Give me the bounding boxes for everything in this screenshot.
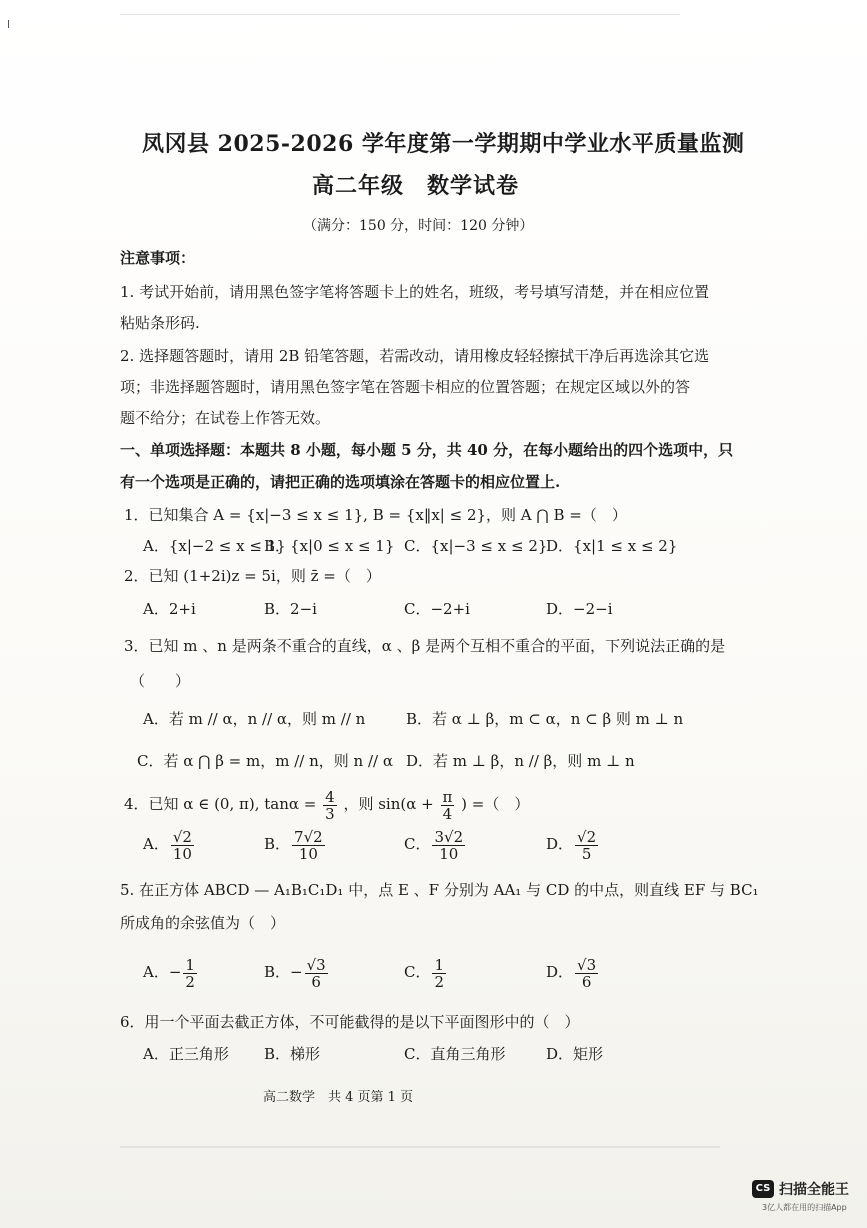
scan-shadow-top [120, 14, 680, 15]
exam-title: 凤冈县 2025-2026 学年度第一学期期中学业水平质量监测 [142, 131, 745, 157]
q4-stem-mid: ，则 sin(α + [343, 795, 434, 813]
q6-option-a: A．正三角形 [143, 1045, 229, 1063]
q1-stem: 1．已知集合 A = {x|−3 ≤ x ≤ 1}, B = {x‖x| ≤ 2}，则 A ⋂ B =（ ） [124, 506, 627, 524]
q5-option-d: D． $\frac{√3}{6}$ [546, 955, 597, 991]
q2-option-b: B．2−i [264, 600, 317, 618]
q5-option-b: B．− $\frac{√3}{6}$ [264, 955, 326, 991]
q2-stem: 2．已知 (1+2i)z = 5i，则 z̄ =（ ） [124, 567, 381, 585]
q3-option-a: A．若 m // α，n // α，则 m // n [143, 710, 366, 728]
q1-option-b: B．{x|0 ≤ x ≤ 1} [264, 537, 395, 555]
camscanner-logo-icon: CS [752, 1180, 774, 1198]
q5-line2: 所成角的余弦值为（ ） [120, 914, 286, 932]
q3-stem: 3．已知 m 、n 是两条不重合的直线，α 、β 是两个互相不重合的平面，下列说法正确的是 [124, 637, 726, 655]
q6-stem: 6．用一个平面去截正方体，不可能截得的是以下平面图形中的（ ） [120, 1013, 580, 1031]
q4-pi-fraction: $\frac{\pi}{4}$ [442, 787, 453, 823]
q6-option-b: B．梯形 [264, 1045, 321, 1063]
q3-option-d: D．若 m ⊥ β，n // β，则 m ⊥ n [406, 752, 635, 770]
q4-stem-pre: 4．已知 α ∈ (0, π), tanα = [124, 795, 317, 813]
section1-line1: 一、单项选择题：本题共 8 小题，每小题 5 分，共 40 分，在每小题给出的四个选项中，只 [120, 441, 734, 459]
section1-line2: 有一个选项是正确的，请把正确的选项填涂在答题卡的相应位置上. [120, 473, 561, 491]
q5-option-c: C． $\frac{1}{2}$ [404, 955, 445, 991]
camscanner-name: 扫描全能王 [779, 1182, 849, 1198]
q4-option-c: C． $\frac{3√2}{10}$ [404, 827, 464, 863]
q2-option-a: A．2+i [143, 600, 196, 618]
exam-info: （满分：150 分，时间：120 分钟） [303, 218, 534, 234]
q4-option-d: D． $\frac{√2}{5}$ [546, 827, 597, 863]
q6-option-d: D．矩形 [546, 1045, 604, 1063]
q2-option-d: D．−2−i [546, 600, 613, 618]
notice-item1-line2: 粘贴条形码. [120, 314, 200, 332]
q3-option-b: B．若 α ⊥ β，m ⊂ α，n ⊂ β 则 m ⊥ n [406, 710, 684, 728]
q4-stem-post: ) =（ ） [461, 795, 530, 813]
exam-subtitle: 高二年级 数学试卷 [312, 173, 520, 199]
scan-mark [8, 20, 9, 28]
q1-option-a: A．{x|−2 ≤ x ≤ 1} [143, 537, 286, 555]
q3-blank: （ ） [130, 672, 191, 690]
notice-heading: 注意事项： [120, 249, 196, 267]
camscanner-tagline: 3亿人都在用的扫描App [762, 1203, 847, 1212]
notice-item1-line1: 1. 考试开始前，请用黑色签字笔将答题卡上的姓名，班级，考号填写清楚，并在相应位置 [120, 283, 710, 301]
page-footer: 高二数学 共 4 页第 1 页 [263, 1090, 414, 1105]
notice-item2-line3: 题不给分；在试卷上作答无效。 [120, 409, 331, 427]
notice-item2-line1: 2. 选择题答题时，请用 2B 铅笔答题，若需改动，请用橡皮轻轻擦拭干净后再选涂其它选 [120, 347, 710, 365]
q4-tan-fraction: $\frac{4}{3}$ [325, 787, 335, 823]
q1-option-d: D．{x|1 ≤ x ≤ 2} [546, 537, 678, 555]
q4-option-b: B． $\frac{7√2}{10}$ [264, 827, 323, 863]
q5-line1: 5. 在正方体 ABCD — A₁B₁C₁D₁ 中，点 E 、F 分别为 AA₁ 与 CD 的中点，则直线 EF 与 BC₁ [120, 881, 759, 899]
q6-option-c: C．直角三角形 [404, 1045, 506, 1063]
notice-item2-line2: 项；非选择题答题时，请用黑色签字笔在答题卡相应的位置答题；在规定区域以外的答 [120, 378, 691, 396]
scan-shadow-bottom [120, 1146, 720, 1148]
q5-option-a: A．− $\frac{1}{2}$ [143, 955, 195, 991]
q1-option-c: C．{x|−3 ≤ x ≤ 2} [404, 537, 548, 555]
q4-stem [124, 786, 529, 822]
q4-option-a: A． $\frac{√2}{10}$ [143, 827, 192, 863]
q2-option-c: C．−2+i [404, 600, 470, 618]
q3-option-c: C．若 α ⋂ β = m，m // n，则 n // α [137, 752, 393, 770]
